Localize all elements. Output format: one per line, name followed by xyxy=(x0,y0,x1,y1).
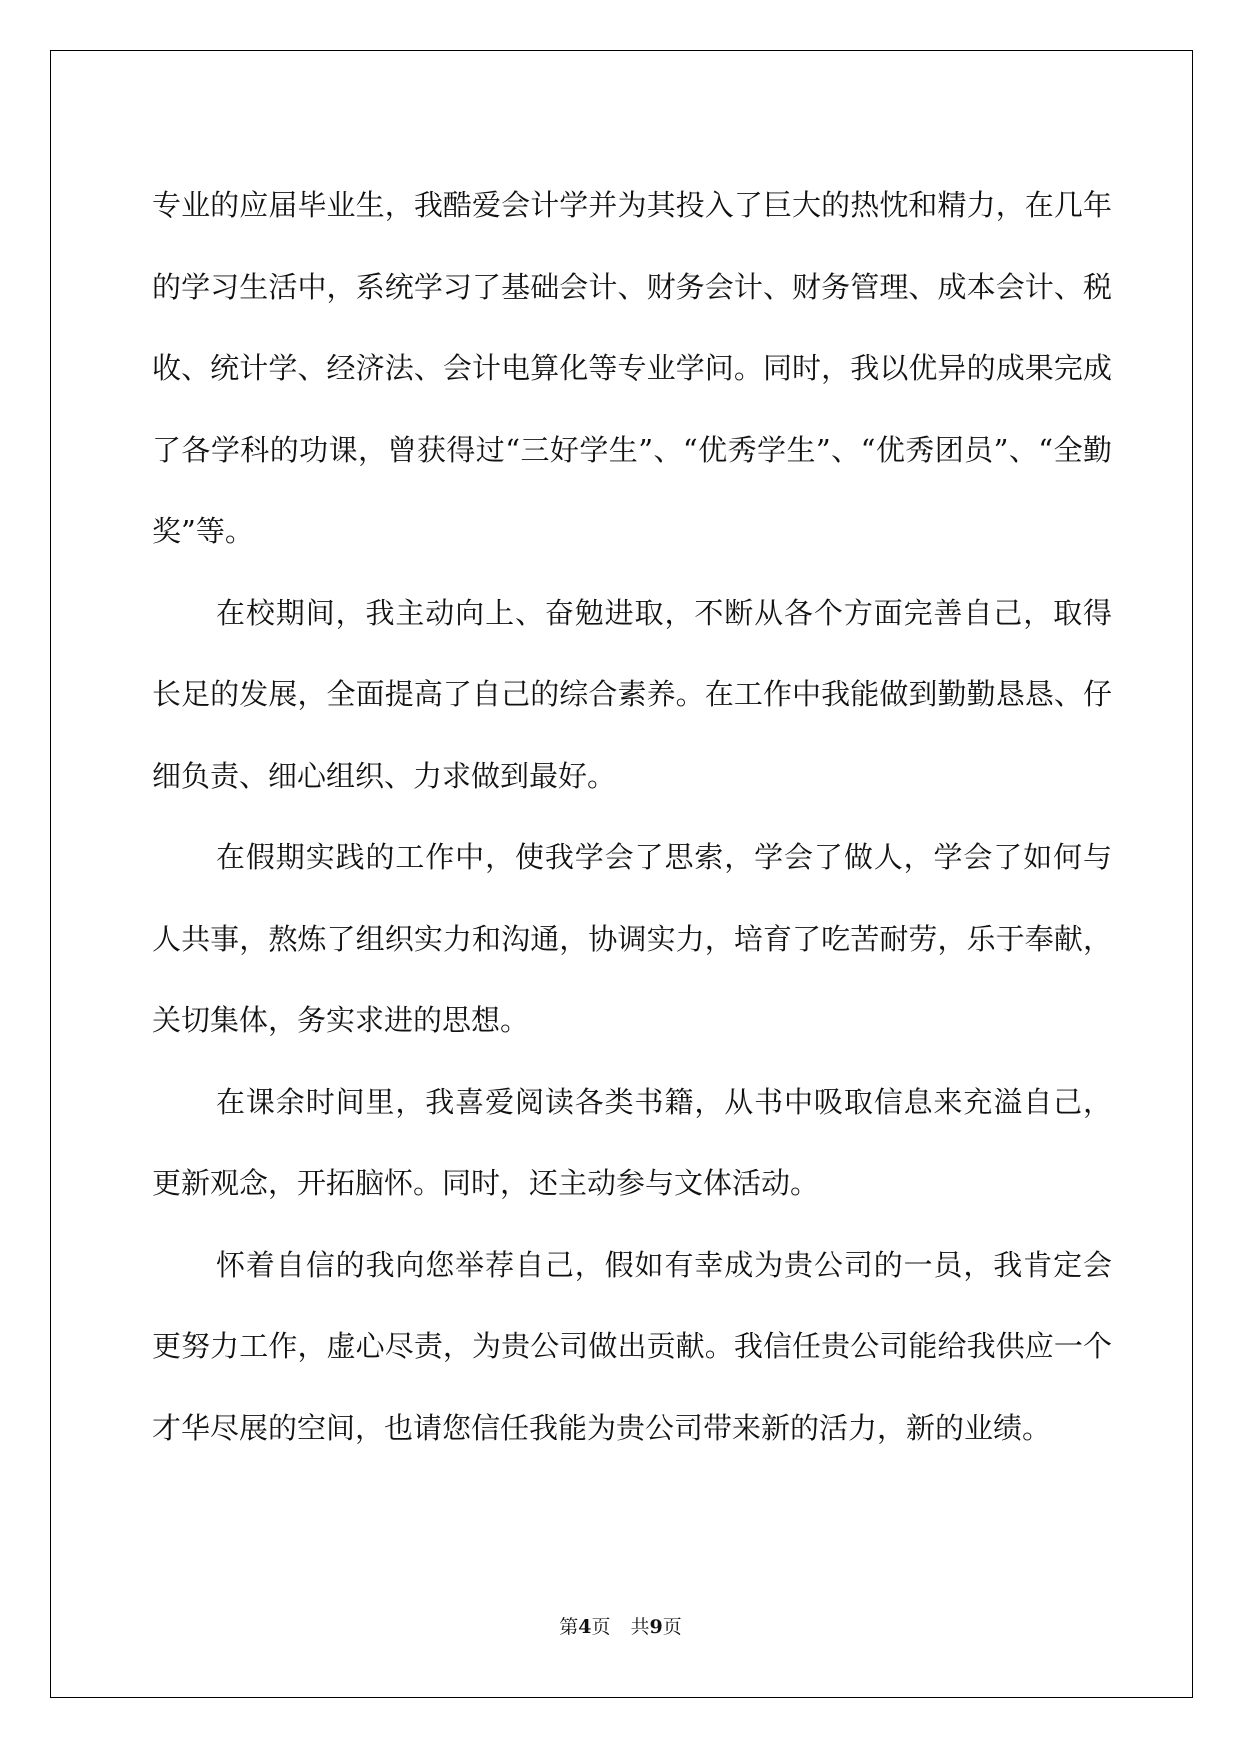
paragraph-4: 在课余时间里，我喜爱阅读各类书籍，从书中吸取信息来充溢自己，更新观念，开拓脑怀。同时，还主动参与文体活动。 xyxy=(152,1084,1112,1200)
total-prefix: 共 xyxy=(630,1616,650,1638)
page-footer xyxy=(0,1612,1241,1639)
document-body xyxy=(152,165,1112,1469)
paragraph-2: 在校期间，我主动向上、奋勉进取，不断从各个方面完善自己，取得长足的发展，全面提高了自己的综合素养。在工作中我能做到勤勤恳恳、仔细负责、细心组织、力求做到最好。 xyxy=(152,595,1112,793)
paragraph-5: 怀着自信的我向您举荐自己，假如有幸成为贵公司的一员，我肯定会更努力工作，虚心尽责，为贵公司做出贡献。我信任贵公司能给我供应一个才华尽展的空间，也请您信任我能为贵公司带来新的活力，新的业绩。 xyxy=(152,1247,1112,1445)
page-number: 4 xyxy=(578,1616,592,1638)
page-suffix: 页 xyxy=(591,1616,611,1638)
total-pages: 9 xyxy=(649,1616,663,1638)
total-suffix: 页 xyxy=(662,1616,682,1638)
page-prefix: 第 xyxy=(559,1616,579,1638)
paragraph-3: 在假期实践的工作中，使我学会了思索，学会了做人，学会了如何与人共事，熬炼了组织实力和沟通，协调实力，培育了吃苦耐劳，乐于奉献，关切集体，务实求进的思想。 xyxy=(152,840,1112,1037)
paragraph-1: 专业的应届毕业生，我酷爱会计学并为其投入了巨大的热忱和精力，在几年的学习生活中，系统学习了基础会计、财务会计、财务管理、成本会计、税收、统计学、经济法、会计电算化等专业学问。同时，我以优异的成果完成了各学科的功课，曾获得过“三好学生”、“优秀学生”、“优秀团员”、“全勤奖”等。 xyxy=(152,188,1112,548)
